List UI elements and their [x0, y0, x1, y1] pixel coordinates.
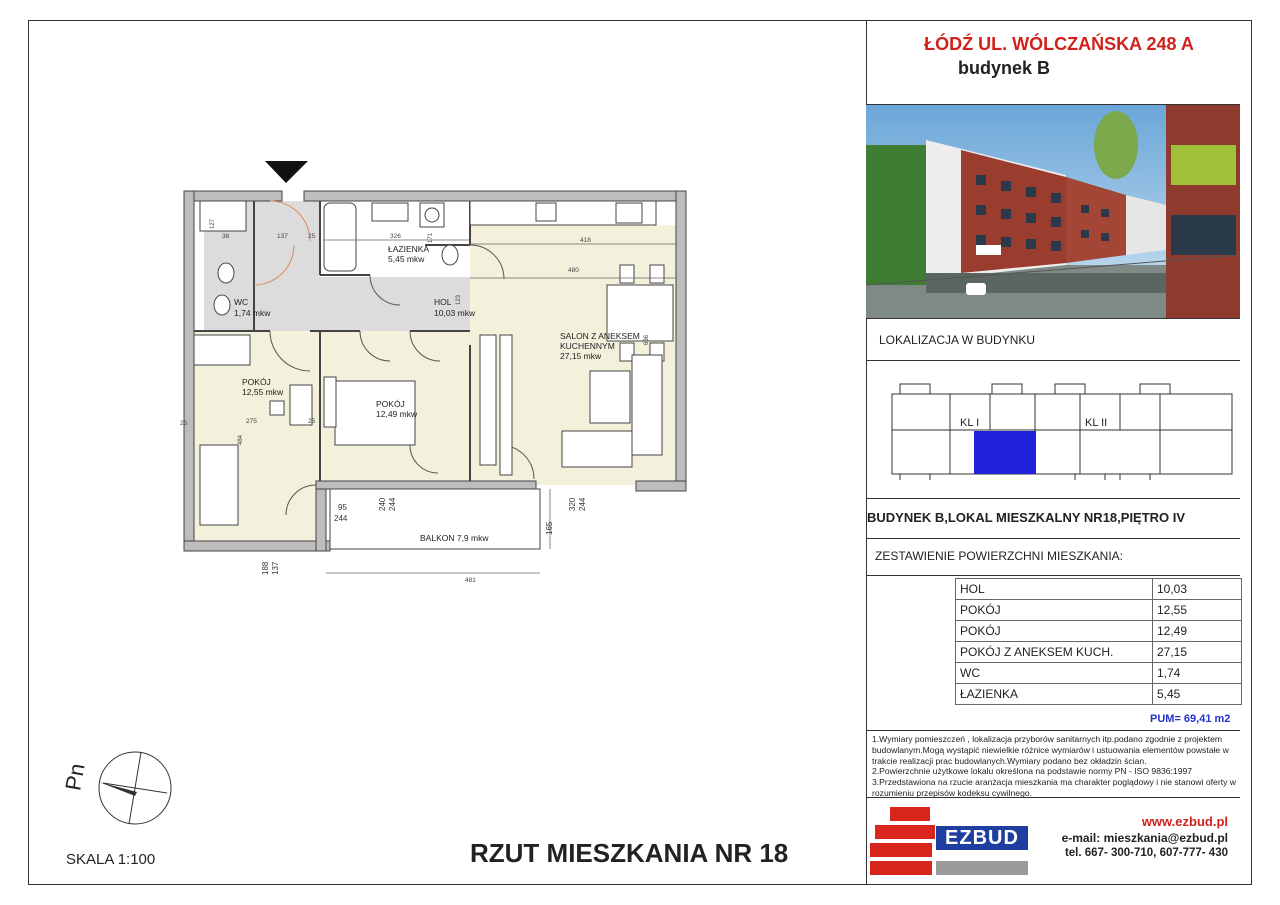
dimension: 320: [568, 497, 577, 511]
notes: [872, 734, 1242, 799]
floor-plan: [170, 155, 710, 585]
divider: [866, 797, 1240, 798]
dimension: 326: [390, 233, 401, 240]
stair-label-2: KL II: [1085, 417, 1108, 429]
area-summary-heading: ZESTAWIENIE POWIERZCHNI MIESZKANIA:: [875, 549, 1124, 563]
dimension: 636: [644, 334, 650, 345]
email-link[interactable]: e-mail: mieszkania@ezbud.pl: [1061, 831, 1228, 845]
north-arrow-icon: [95, 748, 175, 828]
room-label: ŁAZIENKA: [388, 244, 430, 254]
divider: [866, 498, 1240, 499]
north-label: Pn: [60, 761, 90, 793]
room-area: 12,55 mkw: [242, 387, 284, 397]
note-1: 1.Wymiary pomieszczeń , lokalizacja przyborów sanitarnych itp.podano zgodnie z projektem budowlanym.Mogą wystąpić niewielkie różnice wymiarów i ustuowania elementów powstałe w trakcie realizacji prac budowlanych.Wymiary podano bez okładzin ścian.: [872, 734, 1229, 766]
divider: [866, 318, 1240, 319]
dimension: 188: [261, 561, 270, 575]
logo-text: EZBUD: [936, 826, 1028, 850]
dimension: 480: [568, 267, 579, 274]
dimension: 484: [238, 434, 244, 445]
building-subtitle: budynek B: [957, 58, 1050, 78]
divider: [866, 730, 1240, 731]
divider: [866, 538, 1240, 539]
dimension: 244: [578, 497, 587, 511]
note-2: 2.Powierzchnie użytkowe lokalu określona na podstawie normy PN - ISO 9836:1997: [872, 766, 1193, 777]
table-row: POKÓJ Z ANEKSEM KUCH. 27,15: [956, 642, 1242, 663]
dimension: 25: [308, 233, 316, 240]
divider: [866, 575, 1240, 576]
entrance-arrow-icon: [265, 161, 308, 183]
dimension: 137: [277, 233, 288, 240]
ezbud-logo: [870, 805, 1030, 877]
dimension: 244: [388, 497, 397, 511]
dimension: 38: [222, 233, 230, 240]
note-3: 3.Przedstawiona na rzucie aranżacja mieszkania ma charakter poglądowy i nie stanowi oferty w rozumieniu przepisów kodeksu cywilnego.: [872, 777, 1236, 798]
dimension: 240: [378, 497, 387, 511]
dimension: 275: [246, 418, 257, 425]
dimension: 165: [545, 521, 554, 535]
table-row: HOL 10,03: [956, 579, 1242, 600]
table-row: POKÓJ 12,49: [956, 621, 1242, 642]
address-title: ŁÓDŹ UL. WÓLCZAŃSKA 248 A: [924, 34, 1194, 54]
room-label: POKÓJ: [376, 399, 405, 409]
room-area: 10,03 mkw: [434, 308, 476, 318]
phone-text: tel. 667- 300-710, 607-777- 430: [1064, 847, 1228, 859]
building-render-image: [866, 105, 1240, 318]
table-row: POKÓJ 12,55: [956, 600, 1242, 621]
room-label: BALKON 7,9 mkw: [420, 533, 489, 543]
table-row: ŁAZIENKA 5,45: [956, 684, 1242, 705]
dimension: 25: [308, 418, 316, 425]
plan-title: RZUT MIESZKANIA NR 18: [470, 838, 789, 868]
stair-label-1: KL I: [960, 417, 980, 429]
dimension: 418: [580, 237, 591, 244]
scale-label: SKALA 1:100: [66, 851, 156, 868]
room-label: POKÓJ: [242, 377, 271, 387]
room-label: KUCHENNYM: [560, 341, 615, 351]
area-table: [955, 578, 1242, 705]
dimension: 244: [334, 514, 348, 523]
total-area: PUM= 69,41 m2: [1150, 713, 1231, 725]
location-label: LOKALIZACJA W BUDYNKU: [879, 333, 1036, 347]
dimension: 123: [456, 294, 462, 305]
room-label: SALON Z ANEKSEM: [560, 331, 640, 341]
keyplan: [890, 380, 1235, 480]
unit-title: BUDYNEK B,LOKAL MIESZKALNY NR18,PIĘTRO IV: [867, 510, 1186, 525]
website-link[interactable]: www.ezbud.pl: [1141, 814, 1228, 829]
unit-highlight: [974, 431, 1036, 474]
dimension: 171: [428, 232, 434, 243]
dimension: 481: [465, 577, 476, 584]
room-label: WC: [234, 297, 249, 307]
room-area: 12,49 mkw: [376, 409, 418, 419]
dimension: 127: [210, 218, 216, 229]
room-area: 1,74 mkw: [234, 308, 271, 318]
dimension: 137: [271, 561, 280, 575]
dimension: 25: [180, 420, 188, 427]
room-label: HOL: [434, 297, 452, 307]
table-row: WC 1,74: [956, 663, 1242, 684]
room-area: 27,15 mkw: [560, 351, 602, 361]
room-area: 5,45 mkw: [388, 254, 425, 264]
dimension: 95: [338, 503, 347, 512]
divider: [866, 360, 1240, 361]
